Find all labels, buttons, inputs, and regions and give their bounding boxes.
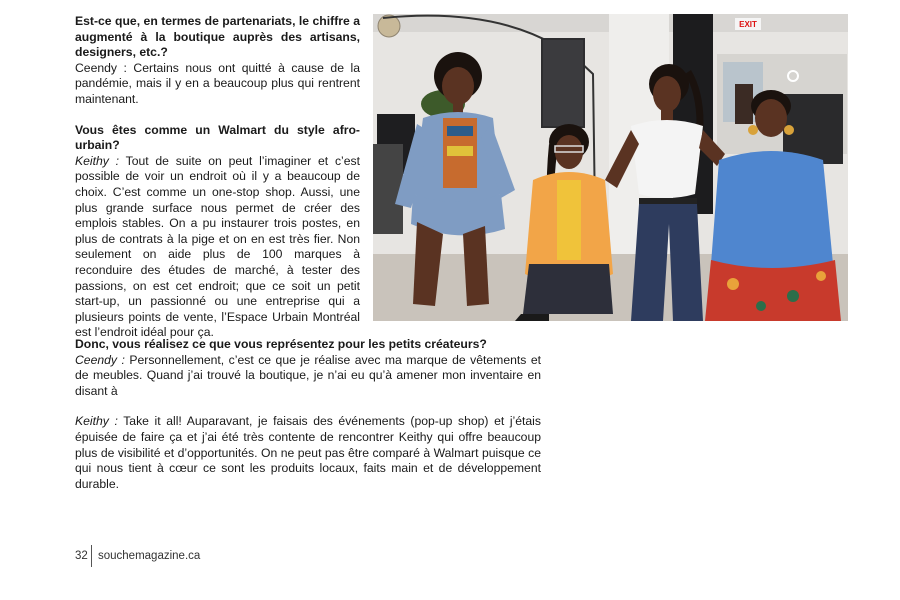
- speaker-ceendy: Ceendy :: [75, 352, 125, 367]
- page-number: 32: [75, 550, 88, 562]
- group-photo: [373, 14, 848, 321]
- question-partnerships: Est-ce que, en termes de partenariats, le chiffre a augmenté à la boutique auprès des artisans, designers, etc.?: [75, 14, 360, 60]
- footer-site: souchemagazine.ca: [98, 550, 201, 562]
- footer-divider: [91, 545, 92, 567]
- answer-keithy-text: Take it all! Auparavant, je faisais des événements (pop-up shop) et j’étais épuisée de faire ça et j’ai été très contente de rencontrer Keithy qui offre beaucoup plus de visibilité et d’opportunités. On ne peut pas être comparé à Walmart puisque ce qui nous tient à cœur ce sont les produits locaux, faits main et de développement durable.: [75, 414, 541, 491]
- answer-partnerships: Ceendy : Certains nous ont quitté à cause de la pandémie, mais il y en a beaucoup plus qui rentrent maintenant.: [75, 60, 360, 106]
- answer-ceendy-text: Personnellement, c’est ce que je réalise avec ma marque de vêtements et de meubles. Quand j’ai trouvé la boutique, je n’ai eu qu’à amener mon inventaire en disant à: [75, 352, 542, 398]
- question-walmart: Vous êtes comme un Walmart du style afro-urbain?: [75, 122, 360, 153]
- answer-ceendy: [75, 353, 541, 398]
- answer-keithy: [75, 414, 541, 490]
- question-small-creators: Donc, vous réalisez ce que vous représentez pour les petits créateurs?: [75, 337, 487, 351]
- exit-sign-text: EXIT: [739, 20, 757, 29]
- left-text-column: [75, 14, 360, 341]
- speaker-keithy-2: Keithy :: [75, 414, 118, 429]
- page-footer: [75, 545, 200, 567]
- speaker-keithy: Keithy :: [75, 153, 120, 168]
- wide-text-section: [75, 337, 541, 492]
- photo-illustration: [373, 14, 848, 321]
- answer-walmart: [75, 154, 360, 340]
- answer-walmart-text: Tout de suite on peut l’imaginer et c’est possible de voir un endroit où il y a beaucoup de choix. C’est comme un one-stop shop. Aussi, une plus grande surface nous permet de créer des emplois stables. On a pu instaurer trois postes, en plus de contrats à la pige et on en est très fier. Non seulement on aide plus de 100 marques à reconduire des études de marché, à tester des passions, on est cet endroit; que ce soit un petit start-up, un passionné ou une entreprise qui a plusieurs points de vente, l’Espace Urbain Montréal est l’endroit idéal pour ça.: [75, 153, 361, 340]
